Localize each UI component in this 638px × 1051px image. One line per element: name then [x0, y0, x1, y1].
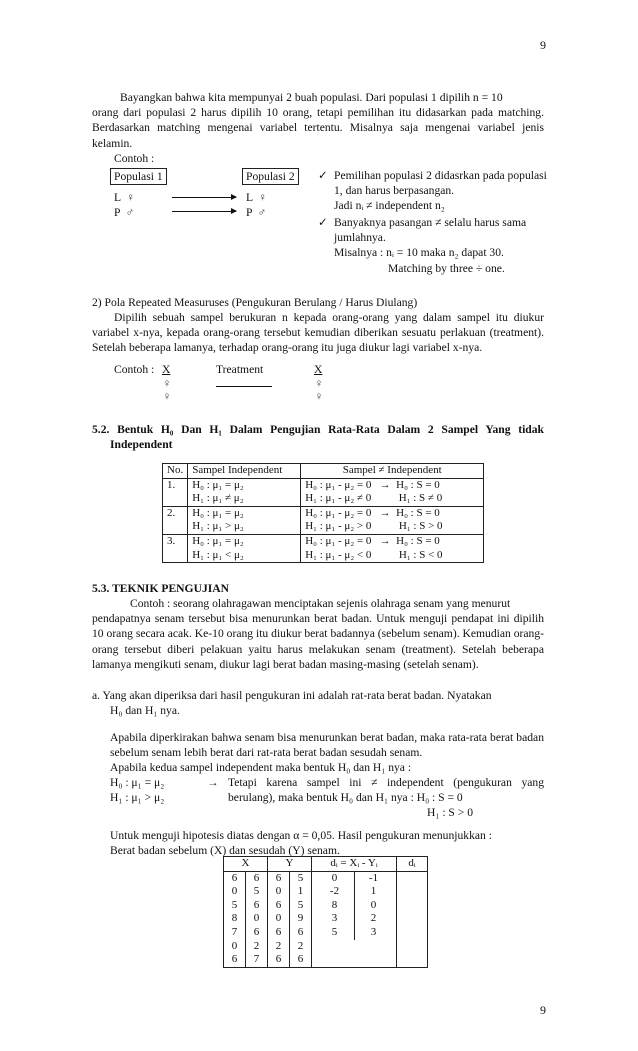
- table-header: Sampel ≠ Independent: [301, 464, 484, 479]
- contoh-label: Contoh :: [114, 152, 155, 165]
- bullet-2-text: Banyaknya pasangan ≠ selalu harus sama jumlahnya.: [334, 216, 527, 245]
- table-header-row: [163, 464, 484, 479]
- tetapi-line-1: Tetapi karena sampel ini ≠ independent (pengukuran yang: [228, 776, 544, 789]
- table-header: Sampel Independent: [188, 464, 301, 479]
- arrow-l: [172, 197, 236, 198]
- check-icon: ✓: [318, 216, 328, 229]
- pop2-row-p: P ♂: [246, 205, 269, 220]
- x-before-icons: [160, 377, 174, 403]
- female-icon: ♀: [314, 390, 324, 403]
- x-col-2: 6 5 6 0 6 2 7: [246, 871, 268, 967]
- populasi-1-box: Populasi 1: [110, 168, 167, 185]
- female-icon: ♀: [162, 377, 172, 390]
- arrow-right-icon: →: [207, 776, 219, 789]
- tetapi-line-3: H₁ : S > 0: [427, 806, 474, 819]
- independent-cell: H₀ : μ₁ = μ₂ H₁ : μ₁ < μ₂: [188, 534, 301, 562]
- dependent-cell: H₀ : μ₁ - μ₂ = 0 → H₀ : S = 0 H₁ : μ₁ - μ₂ > 0 H₁ : S > 0: [301, 506, 484, 534]
- d-col: 0 -1 -2 1 8 0 3 2 5 3: [312, 871, 397, 967]
- hypothesis-table: [162, 463, 484, 563]
- independent-cell: H₀ : μ₁ = μ₂ H₁ : μ₁ > μ₂: [188, 506, 301, 534]
- section53-title: 5.3. TEKNIK PENGUJIAN: [92, 582, 229, 595]
- section52-title-line1: 5.2. Bentuk H₀ Dan H₁ Dalam Pengujian Rata-Rata Dalam 2 Sampel Yang tidak: [92, 423, 544, 436]
- independent-cell: H₀ : μ₁ = μ₂ H₁ : μ₁ ≠ μ₂: [188, 478, 301, 506]
- y-col-1: 6 0 6 0 6 2 6: [268, 871, 290, 967]
- female-icon: ♀: [126, 191, 135, 204]
- intro-rest: orang dari populasi 2 harus dipilih 10 orang, tetapi pemilihan itu didasarkan pada matching. Berdasarkan matching mengenai variabel tertentu. Misalnya saja mengenai variabel jenis kelamin.: [92, 106, 544, 150]
- treatment-line: [216, 386, 272, 387]
- pop1-row-p: P ♂: [114, 205, 137, 220]
- section53-rest: pendapatnya senam tersebut bisa menurunkan berat badan. Untuk menguji pendapat ini dipilih 10 orang secara acak. Ke-10 orang itu diukur berat badannya (sebelum senam). Kemudian orang-orang tersebut diberi pelakuan yaitu harus melakukan senam (treatment). Setelah beberapa lamanya mengikuti senam, diukur lagi berat badan masing-masing (setelah senam).: [92, 612, 544, 671]
- bullet-1: [318, 168, 558, 214]
- table-header: dᵢ: [397, 857, 428, 872]
- bullet-1-sub: Jadi nᵢ ≠ independent n₂: [334, 199, 445, 213]
- x-before-label: X: [162, 363, 171, 376]
- arrow-p: [172, 211, 236, 212]
- treatment-label: Treatment: [216, 363, 264, 376]
- populasi-2-box: Populasi 2: [242, 168, 299, 185]
- item-a-text-2: H₀ dan H₁ nya.: [110, 704, 180, 718]
- page-number-bottom: 9: [540, 1003, 546, 1017]
- table-row: [163, 506, 484, 534]
- check-icon: ✓: [318, 169, 328, 182]
- apabila-paragraph: [110, 730, 544, 776]
- intro-line-1: Bayangkan bahwa kita mempunyai 2 buah populasi. Dari populasi 1 dipilih n = 10: [120, 91, 503, 104]
- table-header: Y: [268, 857, 312, 872]
- item-a-text: a. Yang akan diperiksa dari hasil pengukuran ini adalah rat-rata berat badan. Nyatakan: [92, 689, 492, 702]
- weight-table: [223, 856, 428, 968]
- apabila-text-2: Apabila kedua sampel independent maka bentuk H₀ dan H₁ nya :: [110, 761, 412, 775]
- tetapi-line-2: berulang), maka bentuk H₀ dan H₁ nya : H₀ : S = 0: [228, 791, 463, 804]
- female-icon: ♀: [258, 191, 267, 204]
- pop1-row-l: L ♀: [114, 190, 138, 205]
- section2-text: Dipilih sebuah sampel berukuran n kepada orang-orang yang dalam sampel itu diukur variabel x-nya, kepada orang-orang tersebut kemudian diberikan sesuatu perlakuan (treatment). Setelah beberapa lamanya, terhadap orang-orang itu juga diukur lagi variabel x-nya.: [92, 311, 544, 355]
- apabila-text: Apabila diperkirakan bahwa senam bisa menurunkan berat badan, maka rata-rata berat badan sebelum senam lebih berat dari rat-rata berat badan sesudah senam.: [110, 731, 544, 760]
- bullet-2: [318, 215, 558, 276]
- section53-line-1: Contoh : seorang olahragawan menciptakan sejenis olahraga senam yang menurut: [130, 597, 511, 610]
- row-number: 2.: [163, 506, 188, 534]
- female-icon: ♀: [162, 390, 172, 403]
- y-col-2: 5 1 5 9 6 2 6: [290, 871, 312, 967]
- berat-text: Berat badan sebelum (X) dan sesudah (Y) senam.: [110, 844, 340, 857]
- bullet-2-sub: Misalnya : nᵢ = 10 maka n₂ dapat 30.: [334, 246, 504, 260]
- male-icon: ♂: [125, 206, 135, 219]
- table-header: No.: [163, 464, 188, 479]
- x-after-label: X: [314, 363, 323, 376]
- h1-independent: H₁ : μ₁ > μ₂: [110, 791, 165, 804]
- table-header: dᵢ = Xᵢ - Yᵢ: [312, 857, 397, 872]
- row-number: 1.: [163, 478, 188, 506]
- pop2-row-l: L ♀: [246, 190, 270, 205]
- section2-contoh: Contoh :: [114, 363, 155, 376]
- h0-independent: H₀ : μ₁ = μ₂: [110, 776, 165, 789]
- table-row: [224, 871, 428, 967]
- intro-paragraph: [92, 90, 544, 151]
- section2-title: 2) Pola Repeated Measuruses (Pengukuran Berulang / Harus Diulang): [92, 296, 418, 309]
- table-row: [163, 478, 484, 506]
- row-number: 3.: [163, 534, 188, 562]
- bullet-2-sub2: Matching by three ÷ one.: [388, 261, 505, 275]
- table-header: X: [224, 857, 268, 872]
- section53-paragraph: [92, 596, 544, 672]
- dependent-cell: H₀ : μ₁ - μ₂ = 0 → H₀ : S = 0 H₁ : μ₁ - μ₂ ≠ 0 H₁ : S ≠ 0: [301, 478, 484, 506]
- male-icon: ♂: [257, 206, 267, 219]
- uji-text: Untuk menguji hipotesis diatas dengan α = 0,05. Hasil pengukuran menunjukkan :: [110, 829, 492, 842]
- dependent-cell: H₀ : μ₁ - μ₂ = 0 → H₀ : S = 0 H₁ : μ₁ - μ₂ < 0 H₁ : S < 0: [301, 534, 484, 562]
- section52-title-line2: Independent: [110, 438, 173, 451]
- x-after-icons: [312, 377, 326, 403]
- table-row: [163, 534, 484, 562]
- item-a: [92, 688, 544, 718]
- bullet-1-text: Pemilihan populasi 2 didasrkan pada populasi 1, dan harus berpasangan.: [334, 169, 547, 198]
- x-col-1: 6 0 5 8 7 0 6: [224, 871, 246, 967]
- di-col: [397, 871, 428, 967]
- table-header-row: [224, 857, 428, 872]
- female-icon: ♀: [314, 377, 324, 390]
- page-number-top: 9: [540, 38, 546, 52]
